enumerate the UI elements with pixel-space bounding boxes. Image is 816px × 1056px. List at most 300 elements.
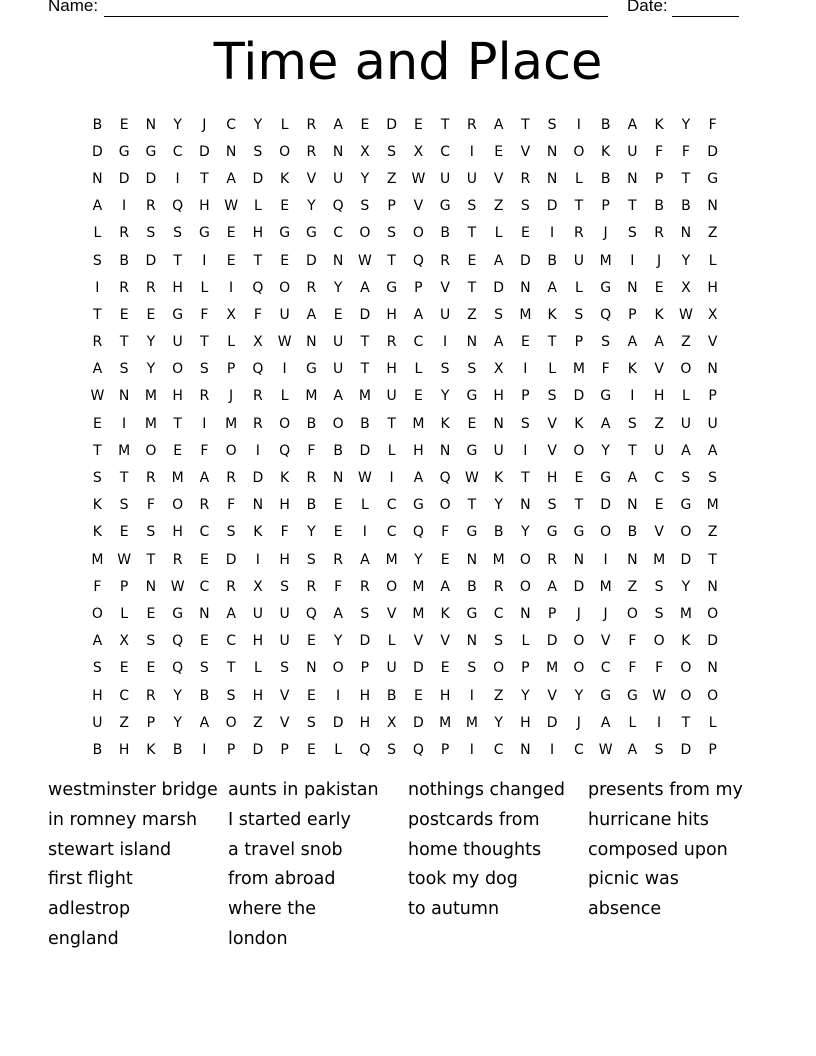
grid-letter[interactable]: E: [199, 551, 209, 568]
grid-letter[interactable]: H: [92, 687, 103, 704]
grid-letter[interactable]: Q: [412, 252, 424, 269]
grid-letter[interactable]: M: [546, 660, 559, 677]
grid-letter[interactable]: S: [601, 334, 611, 351]
grid-letter[interactable]: Y: [333, 633, 343, 650]
grid-letter[interactable]: J: [603, 225, 608, 242]
grid-letter[interactable]: Z: [707, 225, 718, 242]
grid-letter[interactable]: J: [202, 116, 207, 133]
grid-letter[interactable]: Z: [467, 306, 477, 323]
grid-letter[interactable]: O: [680, 660, 692, 677]
grid-letter[interactable]: E: [199, 633, 209, 650]
grid-letter[interactable]: T: [387, 415, 396, 432]
grid-letter[interactable]: B: [306, 497, 317, 514]
grid-letter[interactable]: T: [467, 279, 477, 296]
grid-letter[interactable]: T: [467, 497, 477, 514]
grid-letter[interactable]: F: [200, 306, 209, 323]
grid-letter[interactable]: D: [359, 306, 371, 323]
grid-letter[interactable]: S: [654, 578, 664, 595]
grid-letter[interactable]: U: [172, 334, 183, 351]
grid-letter[interactable]: Z: [681, 334, 691, 351]
grid-letter[interactable]: P: [521, 388, 530, 405]
grid-letter[interactable]: D: [225, 551, 237, 568]
grid-letter[interactable]: N: [627, 279, 638, 296]
grid-letter[interactable]: N: [707, 198, 718, 215]
grid-letter[interactable]: S: [520, 415, 530, 432]
grid-letter[interactable]: V: [306, 170, 317, 187]
grid-letter[interactable]: I: [603, 551, 608, 568]
grid-letter[interactable]: Y: [307, 198, 316, 215]
grid-letter[interactable]: T: [521, 470, 530, 487]
grid-letter[interactable]: O: [172, 361, 184, 378]
grid-letter[interactable]: G: [626, 687, 638, 704]
grid-letter[interactable]: R: [226, 470, 236, 487]
grid-letter[interactable]: I: [202, 415, 207, 432]
grid-letter[interactable]: W: [170, 578, 185, 595]
grid-letter[interactable]: Z: [119, 714, 129, 731]
grid-letter[interactable]: M: [599, 252, 612, 269]
grid-letter[interactable]: F: [200, 442, 209, 459]
grid-letter[interactable]: B: [440, 225, 450, 242]
grid-letter[interactable]: F: [655, 660, 664, 677]
grid-letter[interactable]: D: [546, 714, 558, 731]
grid-letter[interactable]: F: [280, 524, 289, 541]
grid-letter[interactable]: Y: [521, 687, 530, 704]
grid-letter[interactable]: S: [173, 225, 183, 242]
grid-letter[interactable]: E: [360, 116, 370, 133]
grid-letter[interactable]: Q: [439, 470, 451, 487]
grid-letter[interactable]: P: [574, 334, 584, 351]
grid-letter[interactable]: V: [440, 633, 450, 650]
grid-letter[interactable]: R: [306, 279, 317, 296]
grid-letter[interactable]: X: [681, 279, 691, 296]
grid-letter[interactable]: A: [226, 170, 236, 187]
grid-letter[interactable]: C: [226, 633, 237, 650]
grid-letter[interactable]: M: [171, 470, 184, 487]
grid-letter[interactable]: O: [386, 578, 398, 595]
grid-letter[interactable]: U: [279, 605, 290, 622]
grid-letter[interactable]: D: [573, 578, 585, 595]
grid-letter[interactable]: D: [600, 497, 612, 514]
grid-letter[interactable]: A: [627, 334, 638, 351]
grid-letter[interactable]: N: [520, 605, 531, 622]
grid-letter[interactable]: C: [199, 578, 210, 595]
grid-letter[interactable]: T: [200, 170, 209, 187]
grid-letter[interactable]: O: [573, 442, 585, 459]
grid-letter[interactable]: P: [440, 741, 450, 758]
grid-letter[interactable]: W: [598, 741, 613, 758]
grid-letter[interactable]: M: [653, 551, 666, 568]
grid-letter[interactable]: S: [360, 605, 370, 622]
grid-letter[interactable]: E: [119, 524, 129, 541]
grid-letter[interactable]: B: [92, 741, 103, 758]
grid-letter[interactable]: Y: [494, 497, 503, 514]
grid-letter[interactable]: R: [360, 578, 370, 595]
grid-letter[interactable]: M: [492, 551, 505, 568]
grid-letter[interactable]: O: [172, 497, 184, 514]
grid-letter[interactable]: T: [440, 116, 450, 133]
grid-letter[interactable]: E: [92, 415, 102, 432]
grid-letter[interactable]: Z: [493, 198, 504, 215]
grid-letter[interactable]: O: [145, 442, 157, 459]
grid-letter[interactable]: N: [306, 334, 317, 351]
grid-letter[interactable]: K: [92, 497, 102, 514]
grid-letter[interactable]: P: [119, 578, 129, 595]
grid-letter[interactable]: A: [654, 334, 664, 351]
grid-letter[interactable]: A: [92, 361, 103, 378]
grid-letter[interactable]: S: [146, 524, 156, 541]
grid-letter[interactable]: M: [412, 578, 425, 595]
grid-letter[interactable]: E: [146, 306, 156, 323]
grid-letter[interactable]: H: [520, 714, 531, 731]
grid-letter[interactable]: P: [146, 714, 156, 731]
grid-letter[interactable]: M: [599, 578, 612, 595]
grid-letter[interactable]: S: [467, 361, 477, 378]
grid-letter[interactable]: Y: [173, 116, 182, 133]
grid-letter[interactable]: I: [576, 116, 581, 133]
grid-letter[interactable]: I: [523, 442, 528, 459]
grid-letter[interactable]: O: [91, 605, 103, 622]
grid-letter[interactable]: N: [546, 143, 558, 160]
grid-letter[interactable]: E: [333, 497, 343, 514]
grid-letter[interactable]: E: [280, 198, 290, 215]
grid-letter[interactable]: B: [386, 687, 397, 704]
grid-letter[interactable]: W: [652, 687, 667, 704]
grid-letter[interactable]: K: [253, 524, 263, 541]
grid-letter[interactable]: S: [199, 660, 209, 677]
grid-letter[interactable]: E: [173, 442, 183, 459]
grid-letter[interactable]: N: [520, 497, 531, 514]
grid-letter[interactable]: N: [466, 551, 478, 568]
grid-letter[interactable]: G: [573, 524, 585, 541]
grid-letter[interactable]: E: [306, 633, 316, 650]
grid-letter[interactable]: Y: [414, 551, 423, 568]
grid-letter[interactable]: O: [332, 660, 344, 677]
grid-letter[interactable]: T: [173, 252, 182, 269]
grid-letter[interactable]: I: [630, 252, 635, 269]
grid-letter[interactable]: J: [576, 605, 581, 622]
grid-letter[interactable]: Q: [412, 524, 424, 541]
grid-letter[interactable]: S: [467, 660, 477, 677]
grid-letter[interactable]: H: [252, 225, 264, 242]
grid-letter[interactable]: U: [573, 252, 584, 269]
grid-letter[interactable]: M: [144, 415, 157, 432]
grid-letter[interactable]: D: [118, 170, 130, 187]
grid-letter[interactable]: C: [573, 741, 584, 758]
grid-letter[interactable]: S: [467, 198, 477, 215]
grid-letter[interactable]: I: [469, 741, 474, 758]
grid-letter[interactable]: D: [145, 252, 157, 269]
grid-letter[interactable]: O: [680, 687, 692, 704]
grid-letter[interactable]: R: [199, 388, 210, 405]
grid-letter[interactable]: E: [119, 660, 129, 677]
grid-letter[interactable]: R: [306, 470, 317, 487]
grid-letter[interactable]: Y: [253, 116, 263, 133]
grid-letter[interactable]: I: [122, 415, 127, 432]
grid-letter[interactable]: P: [360, 660, 370, 677]
grid-letter[interactable]: R: [119, 225, 129, 242]
grid-letter[interactable]: H: [653, 388, 665, 405]
grid-letter[interactable]: D: [680, 741, 692, 758]
grid-letter[interactable]: F: [628, 633, 637, 650]
grid-letter[interactable]: S: [387, 143, 397, 160]
grid-letter[interactable]: E: [494, 143, 504, 160]
grid-letter[interactable]: N: [520, 741, 531, 758]
grid-letter[interactable]: N: [439, 442, 451, 459]
grid-letter[interactable]: M: [305, 388, 318, 405]
grid-letter[interactable]: O: [439, 497, 451, 514]
grid-letter[interactable]: Q: [172, 198, 184, 215]
grid-letter[interactable]: D: [386, 116, 398, 133]
grid-letter[interactable]: Y: [333, 279, 343, 296]
grid-letter[interactable]: E: [306, 687, 316, 704]
grid-letter[interactable]: S: [360, 198, 370, 215]
grid-letter[interactable]: K: [627, 361, 637, 378]
grid-letter[interactable]: H: [279, 551, 290, 568]
grid-letter[interactable]: S: [654, 741, 664, 758]
grid-letter[interactable]: E: [520, 334, 530, 351]
grid-letter[interactable]: G: [172, 306, 184, 323]
grid-letter[interactable]: N: [627, 497, 638, 514]
grid-letter[interactable]: N: [252, 497, 264, 514]
grid-letter[interactable]: D: [305, 252, 317, 269]
grid-letter[interactable]: M: [225, 415, 238, 432]
grid-letter[interactable]: I: [202, 741, 207, 758]
grid-letter[interactable]: F: [655, 143, 664, 160]
grid-letter[interactable]: G: [305, 225, 317, 242]
grid-letter[interactable]: E: [146, 660, 156, 677]
grid-letter[interactable]: V: [547, 442, 557, 459]
grid-letter[interactable]: L: [280, 116, 289, 133]
grid-letter[interactable]: Z: [493, 687, 504, 704]
grid-letter[interactable]: I: [282, 361, 287, 378]
grid-letter[interactable]: T: [574, 497, 584, 514]
grid-letter[interactable]: Q: [172, 660, 184, 677]
grid-letter[interactable]: G: [172, 605, 184, 622]
grid-letter[interactable]: A: [493, 116, 504, 133]
grid-letter[interactable]: K: [547, 306, 557, 323]
grid-letter[interactable]: H: [252, 633, 264, 650]
grid-letter[interactable]: P: [521, 660, 530, 677]
grid-letter[interactable]: N: [546, 170, 558, 187]
grid-letter[interactable]: T: [146, 551, 156, 568]
grid-letter[interactable]: Y: [681, 116, 691, 133]
grid-letter[interactable]: N: [145, 578, 157, 595]
grid-letter[interactable]: O: [493, 660, 505, 677]
grid-letter[interactable]: T: [93, 306, 102, 323]
grid-letter[interactable]: L: [120, 605, 129, 622]
grid-letter[interactable]: L: [387, 442, 396, 459]
grid-letter[interactable]: H: [279, 497, 290, 514]
grid-letter[interactable]: M: [412, 605, 425, 622]
grid-letter[interactable]: Q: [252, 361, 264, 378]
grid-letter[interactable]: B: [306, 415, 317, 432]
grid-letter[interactable]: K: [654, 306, 664, 323]
grid-letter[interactable]: C: [413, 334, 424, 351]
grid-letter[interactable]: G: [600, 687, 612, 704]
grid-letter[interactable]: J: [603, 605, 608, 622]
grid-letter[interactable]: H: [118, 741, 130, 758]
grid-letter[interactable]: N: [520, 279, 531, 296]
grid-letter[interactable]: R: [467, 116, 477, 133]
grid-letter[interactable]: P: [387, 198, 396, 215]
grid-letter[interactable]: O: [707, 605, 719, 622]
grid-letter[interactable]: L: [334, 741, 343, 758]
grid-letter[interactable]: W: [277, 334, 292, 351]
grid-letter[interactable]: F: [227, 497, 236, 514]
grid-letter[interactable]: U: [627, 143, 638, 160]
grid-letter[interactable]: L: [253, 660, 262, 677]
grid-letter[interactable]: D: [145, 170, 157, 187]
grid-letter[interactable]: O: [600, 524, 612, 541]
grid-letter[interactable]: S: [574, 306, 584, 323]
grid-letter[interactable]: K: [681, 633, 691, 650]
grid-letter[interactable]: W: [357, 252, 372, 269]
grid-letter[interactable]: U: [252, 605, 263, 622]
grid-letter[interactable]: O: [519, 551, 531, 568]
grid-letter[interactable]: H: [707, 279, 718, 296]
grid-letter[interactable]: R: [119, 279, 129, 296]
grid-letter[interactable]: N: [306, 660, 317, 677]
grid-letter[interactable]: H: [546, 470, 558, 487]
grid-letter[interactable]: M: [144, 388, 157, 405]
grid-letter[interactable]: R: [199, 497, 210, 514]
grid-letter[interactable]: S: [226, 524, 236, 541]
grid-letter[interactable]: C: [199, 524, 210, 541]
grid-letter[interactable]: K: [280, 170, 290, 187]
grid-letter[interactable]: B: [600, 116, 611, 133]
grid-letter[interactable]: V: [547, 687, 557, 704]
grid-letter[interactable]: G: [600, 279, 612, 296]
grid-letter[interactable]: F: [601, 361, 610, 378]
grid-letter[interactable]: S: [627, 415, 637, 432]
grid-letter[interactable]: R: [172, 551, 183, 568]
grid-letter[interactable]: S: [547, 116, 557, 133]
grid-letter[interactable]: U: [333, 334, 344, 351]
grid-letter[interactable]: A: [600, 415, 611, 432]
grid-letter[interactable]: S: [306, 551, 316, 568]
grid-letter[interactable]: A: [627, 470, 638, 487]
grid-letter[interactable]: M: [91, 551, 104, 568]
grid-letter[interactable]: N: [680, 225, 692, 242]
grid-letter[interactable]: G: [600, 388, 612, 405]
grid-letter[interactable]: L: [200, 279, 209, 296]
grid-letter[interactable]: R: [253, 415, 263, 432]
grid-letter[interactable]: W: [357, 470, 372, 487]
grid-letter[interactable]: N: [225, 143, 237, 160]
grid-letter[interactable]: S: [226, 687, 236, 704]
grid-letter[interactable]: B: [547, 252, 557, 269]
grid-letter[interactable]: Y: [146, 334, 156, 351]
grid-letter[interactable]: X: [413, 143, 424, 160]
grid-letter[interactable]: G: [439, 198, 451, 215]
grid-letter[interactable]: R: [92, 334, 103, 351]
grid-letter[interactable]: K: [146, 741, 156, 758]
grid-letter[interactable]: V: [413, 633, 424, 650]
grid-letter[interactable]: E: [333, 306, 343, 323]
grid-letter[interactable]: Y: [440, 388, 450, 405]
grid-letter[interactable]: F: [681, 143, 690, 160]
grid-letter[interactable]: M: [706, 497, 719, 514]
grid-letter[interactable]: U: [92, 714, 103, 731]
grid-letter[interactable]: S: [387, 741, 397, 758]
grid-letter[interactable]: S: [708, 470, 718, 487]
grid-letter[interactable]: Y: [307, 524, 316, 541]
grid-letter[interactable]: J: [657, 252, 662, 269]
grid-letter[interactable]: D: [252, 170, 264, 187]
grid-letter[interactable]: I: [550, 225, 555, 242]
grid-letter[interactable]: N: [627, 551, 638, 568]
grid-letter[interactable]: K: [494, 470, 504, 487]
grid-letter[interactable]: T: [574, 198, 584, 215]
grid-letter[interactable]: I: [336, 687, 341, 704]
grid-letter[interactable]: W: [411, 170, 426, 187]
grid-letter[interactable]: O: [332, 415, 344, 432]
grid-letter[interactable]: Z: [386, 170, 397, 187]
grid-letter[interactable]: E: [467, 415, 477, 432]
grid-letter[interactable]: B: [654, 198, 664, 215]
grid-letter[interactable]: N: [493, 415, 504, 432]
grid-letter[interactable]: H: [359, 714, 371, 731]
grid-letter[interactable]: T: [681, 714, 691, 731]
grid-letter[interactable]: E: [119, 306, 129, 323]
grid-letter[interactable]: I: [469, 143, 474, 160]
grid-letter[interactable]: J: [576, 714, 581, 731]
grid-letter[interactable]: T: [119, 334, 129, 351]
grid-letter[interactable]: L: [93, 225, 102, 242]
grid-letter[interactable]: D: [412, 714, 424, 731]
grid-letter[interactable]: A: [199, 714, 210, 731]
grid-letter[interactable]: X: [253, 334, 263, 351]
grid-letter[interactable]: I: [523, 361, 528, 378]
grid-letter[interactable]: O: [573, 633, 585, 650]
grid-letter[interactable]: S: [92, 660, 102, 677]
grid-letter[interactable]: U: [333, 361, 344, 378]
grid-letter[interactable]: R: [146, 279, 156, 296]
grid-letter[interactable]: R: [547, 551, 557, 568]
grid-letter[interactable]: M: [412, 415, 425, 432]
grid-letter[interactable]: R: [146, 198, 156, 215]
grid-letter[interactable]: R: [146, 470, 156, 487]
grid-letter[interactable]: P: [654, 170, 664, 187]
grid-letter[interactable]: G: [466, 388, 478, 405]
grid-letter[interactable]: A: [493, 252, 504, 269]
grid-letter[interactable]: O: [359, 225, 371, 242]
grid-letter[interactable]: O: [279, 279, 291, 296]
grid-letter[interactable]: T: [360, 361, 370, 378]
grid-letter[interactable]: E: [226, 225, 236, 242]
grid-letter[interactable]: Y: [494, 714, 503, 731]
grid-letter[interactable]: D: [332, 714, 344, 731]
grid-letter[interactable]: M: [118, 442, 131, 459]
grid-letter[interactable]: G: [466, 442, 478, 459]
grid-letter[interactable]: D: [493, 279, 505, 296]
grid-letter[interactable]: Y: [173, 687, 182, 704]
grid-letter[interactable]: T: [628, 442, 637, 459]
grid-letter[interactable]: B: [360, 415, 370, 432]
grid-letter[interactable]: N: [707, 361, 718, 378]
grid-letter[interactable]: X: [707, 306, 718, 323]
grid-letter[interactable]: O: [412, 225, 424, 242]
name-field[interactable]: [104, 0, 608, 17]
grid-letter[interactable]: B: [92, 116, 103, 133]
grid-letter[interactable]: P: [547, 605, 557, 622]
grid-letter[interactable]: A: [199, 470, 210, 487]
grid-letter[interactable]: W: [90, 388, 105, 405]
grid-letter[interactable]: F: [708, 116, 717, 133]
grid-letter[interactable]: M: [519, 306, 532, 323]
grid-letter[interactable]: U: [333, 170, 344, 187]
grid-letter[interactable]: I: [469, 687, 474, 704]
